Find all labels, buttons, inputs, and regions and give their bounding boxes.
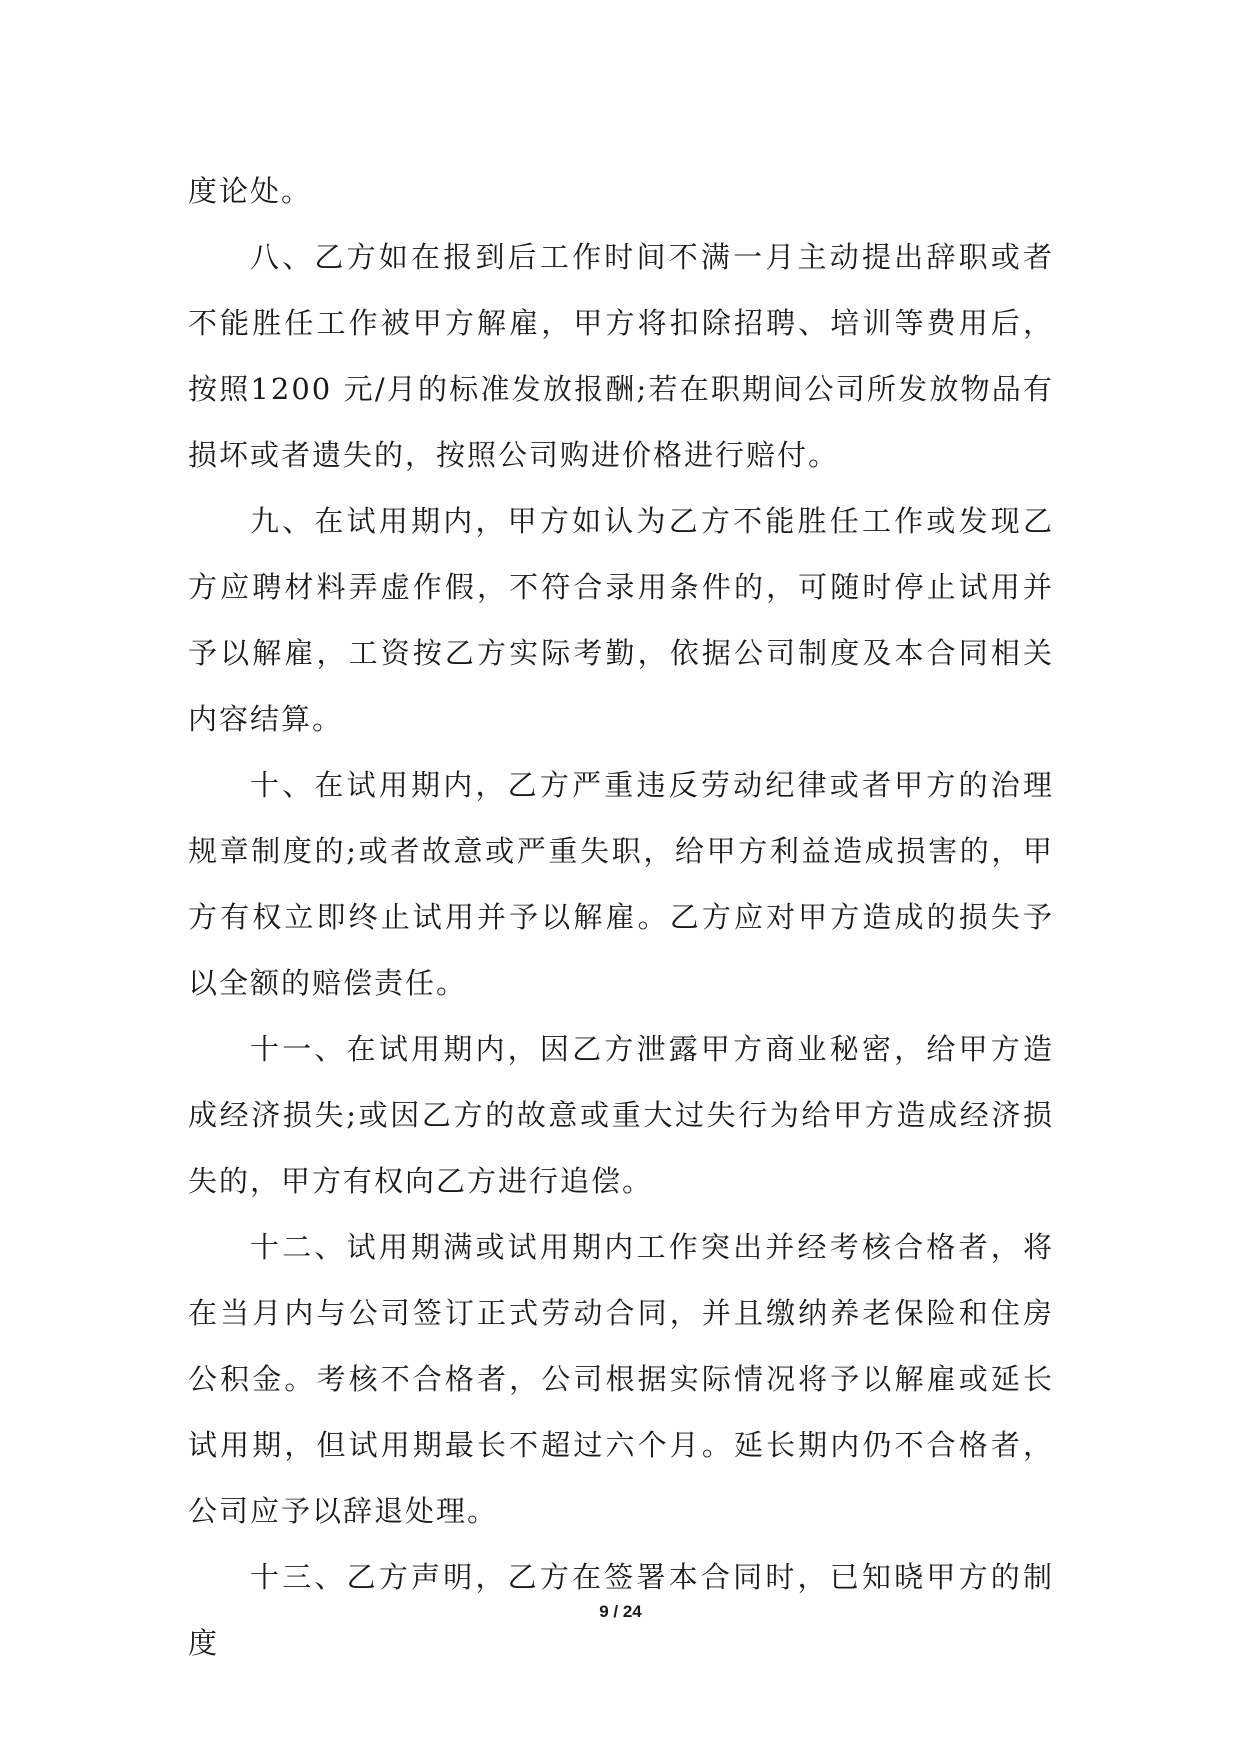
page-number: 9 / 24: [599, 1602, 642, 1621]
paragraph-clause-12: 十二、试用期满或试用期内工作突出并经考核合格者，将在当月内与公司签订正式劳动合同，并且缴纳养老保险和住房公积金。考核不合格者，公司根据实际情况将予以解雇或延长试用期，但试用期最长不超过六个月。延长期内仍不合格者，公司应予以辞退处理。: [188, 1230, 1054, 1528]
paragraph-clause-8: 八、乙方如在报到后工作时间不满一月主动提出辞职或者不能胜任工作被甲方解雇，甲方将扣除招聘、培训等费用后，按照1200 元/月的标准发放报酬;若在职期间公司所发放物品有损坏或者遗失的，按照公司购进价格进行赔付。: [188, 240, 1054, 472]
document-body: [188, 158, 1054, 1676]
paragraph-continuation: 度论处。: [188, 174, 313, 208]
paragraph-clause-13: 十三、乙方声明，乙方在签署本合同时，已知晓甲方的制度: [188, 1560, 1054, 1660]
paragraph-clause-9: 九、在试用期内，甲方如认为乙方不能胜任工作或发现乙方应聘材料弄虚作假，不符合录用条件的，可随时停止试用并予以解雇，工资按乙方实际考勤，依据公司制度及本合同相关内容结算。: [188, 504, 1054, 736]
paragraph-clause-10: 十、在试用期内，乙方严重违反劳动纪律或者甲方的治理规章制度的;或者故意或严重失职，给甲方利益造成损害的，甲方有权立即终止试用并予以解雇。乙方应对甲方造成的损失予以全额的赔偿责任。: [188, 768, 1054, 1000]
paragraph-clause-11: 十一、在试用期内，因乙方泄露甲方商业秘密，给甲方造成经济损失;或因乙方的故意或重大过失行为给甲方造成经济损失的，甲方有权向乙方进行追偿。: [188, 1032, 1054, 1198]
